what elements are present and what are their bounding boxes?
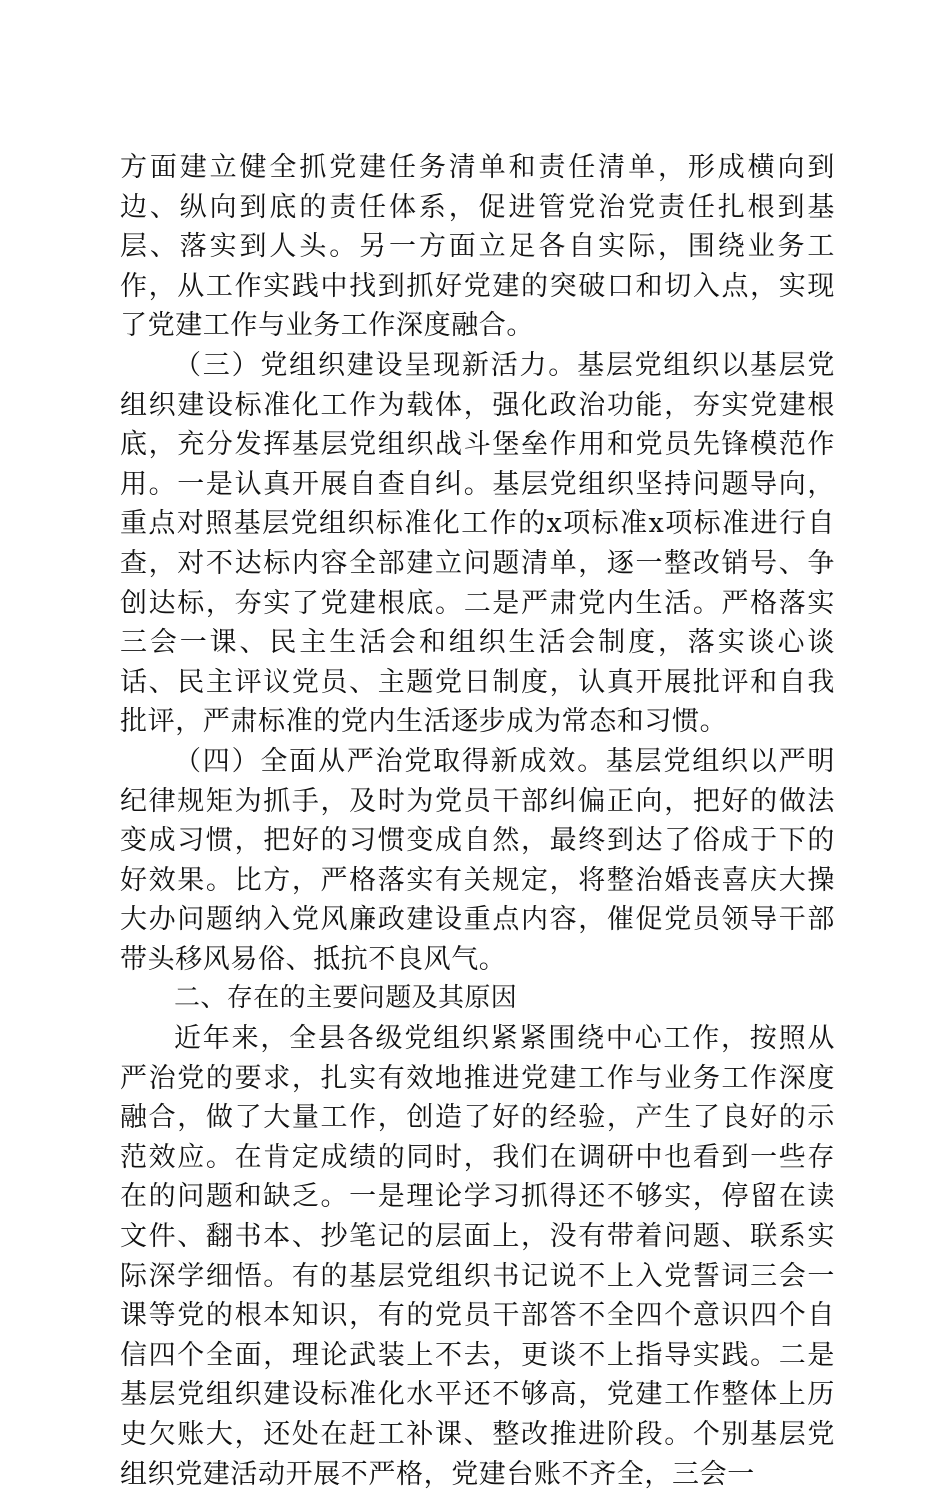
paragraph-problems-causes: 近年来，全县各级党组织紧紧围绕中心工作，按照从严治党的要求，扎实有效地推进党建工作与业务工作深度融合，做了大量工作，创造了好的经验，产生了良好的示范效应。在肯定成绩的同时，我们在调研中也看到一些存在的问题和缺乏。一是理论学习抓得还不够实，停留在读文件、翻书本、抄笔记的层面上，没有带着问题、联系实际深学细悟。有的基层党组织书记说不上入党誓词三会一课等党的根本知识，有的党员干部答不全四个意识四个自信四个全面，理论武装上不去，更谈不上指导实践。二是基层党组织建设标准化水平还不够高，党建工作整体上历史欠账大，还处在赶工补课、整改推进阶段。个别基层党组织党建活动开展不严格，党建台账不齐全，三会一 xyxy=(120,1023,835,1490)
paragraph-responsibility-system: 方面建立健全抓党建任务清单和责任清单，形成横向到边、纵向到底的责任体系，促进管党治党责任扎根到基层、落实到人头。另一方面立足各自实际，围绕业务工作，从工作实践中找到抓好党建的突破口和切入点，实现了党建工作与业务工作深度融合。 xyxy=(120,152,835,342)
document-body xyxy=(120,148,835,1494)
section-heading-problems: 二、存在的主要问题及其原因 xyxy=(174,983,518,1014)
paragraph-party-organization-vitality: （三）党组织建设呈现新活力。基层党组织以基层党组织建设标准化工作为载体，强化政治功能，夯实党建根底，充分发挥基层党组织战斗堡垒作用和党员先锋模范作用。一是认真开展自查自纠。基层党组织坚持问题导向，重点对照基层党组织标准化工作的x项标准x项标准进行自查，对不达标内容全部建立问题清单，逐一整改销号、争创达标，夯实了党建根底。二是严肃党内生活。严格落实三会一课、民主生活会和组织生活会制度，落实谈心谈话、民主评议党员、主题党日制度，认真开展批评和自我批评，严肃标准的党内生活逐步成为常态和习惯。 xyxy=(120,349,835,738)
paragraph-strict-party-governance: （四）全面从严治党取得新成效。基层党组织以严明纪律规矩为抓手，及时为党员干部纠偏正向，把好的做法变成习惯，把好的习惯变成自然，最终到达了俗成于下的好效果。比方，严格落实有关规定，将整治婚丧喜庆大操大办问题纳入党风廉政建设重点内容，催促党员领导干部带头移风易俗、抵抗不良风气。 xyxy=(120,745,835,975)
